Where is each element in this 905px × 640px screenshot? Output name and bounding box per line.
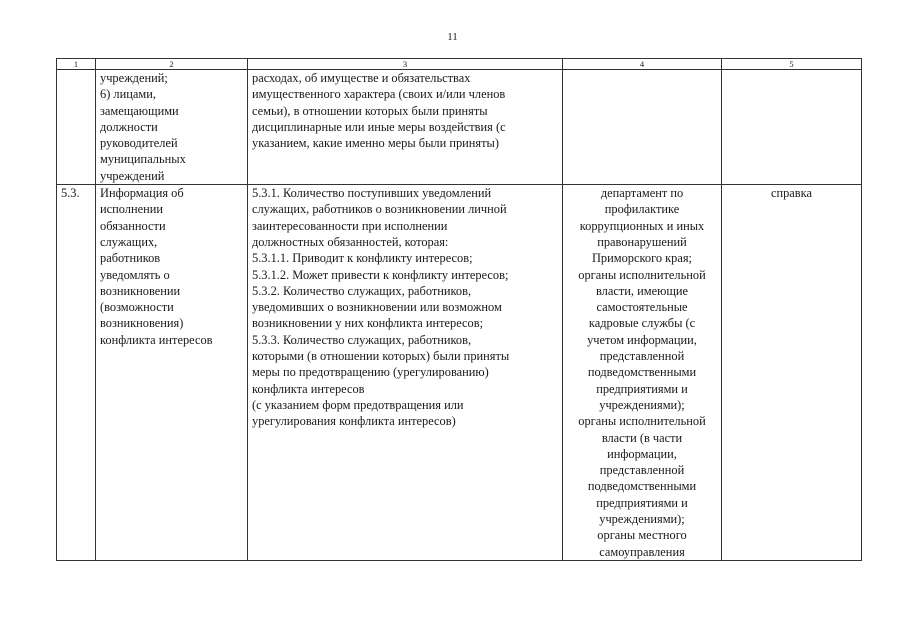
cell-line: учреждениями); xyxy=(599,397,685,412)
table-row-5-3 xyxy=(57,185,862,561)
cell-line: самостоятельные xyxy=(596,300,688,315)
cell-line: расходах, об имуществе и обязательствах xyxy=(252,71,471,85)
cell-line: профилактике xyxy=(604,202,680,217)
cell-line: (с указанием форм предотвращения или xyxy=(252,397,464,412)
cell-line: должностных обязанностей, которая: xyxy=(252,234,449,249)
cell-line: конфликта интересов xyxy=(252,381,365,396)
cell-line: 5.3.2. Количество служащих, работников, xyxy=(252,283,472,298)
cell-line: (возможности xyxy=(100,300,174,315)
cell-line: предприятиями и xyxy=(596,381,688,396)
cell-line: Приморского края; xyxy=(591,251,692,266)
cell-line: справка xyxy=(770,186,812,201)
cell-line: органы местного xyxy=(597,528,687,543)
subject-cell xyxy=(96,70,248,185)
cell-line: служащих, работников о возникновении личной xyxy=(252,202,507,217)
responsible-cell xyxy=(563,70,722,185)
cell-line: 5.3.3. Количество служащих, работников, xyxy=(252,332,472,347)
subject-cell xyxy=(96,185,248,561)
cell-line: замещающими xyxy=(100,103,179,118)
cell-line: учреждений; xyxy=(100,71,168,85)
cell-line: конфликта интересов xyxy=(100,332,213,347)
cell-line: имущественного характера (своих и/или членов xyxy=(252,87,506,102)
cell-line: заинтересованности при исполнении xyxy=(252,218,448,233)
cell-line: власти, имеющие xyxy=(595,283,688,298)
cell-line: руководителей xyxy=(100,136,178,151)
column-number-3: 3 xyxy=(248,59,563,70)
cell-line: обязанности xyxy=(100,218,166,233)
cell-line: департамент по xyxy=(600,186,684,201)
cell-line: органы исполнительной xyxy=(578,414,706,429)
cell-line: работников xyxy=(100,251,161,266)
column-number-5: 5 xyxy=(722,59,862,70)
cell-line: предприятиями и xyxy=(596,495,688,510)
page-number: 11 xyxy=(447,31,458,43)
column-number-2: 2 xyxy=(96,59,248,70)
row-number-cell: 5.3. xyxy=(57,185,96,561)
cell-line: 5.3.1.1. Приводит к конфликту интересов; xyxy=(252,251,473,266)
column-number-row xyxy=(57,59,862,70)
cell-line: служащих, xyxy=(100,234,158,249)
indicators-cell xyxy=(248,185,563,561)
cell-line: представленной xyxy=(599,463,685,478)
cell-line: должности xyxy=(100,119,158,134)
cell-line: исполнении xyxy=(100,202,163,217)
cell-line: 5.3.1.2. Может привести к конфликту интересов; xyxy=(252,267,509,282)
cell-line: самоуправления xyxy=(599,544,685,559)
table-row-continued xyxy=(57,70,862,185)
cell-line: правонарушений xyxy=(597,234,687,249)
cell-line: власти (в части xyxy=(601,430,683,445)
indicators-cell xyxy=(248,70,563,185)
cell-line: муниципальных xyxy=(100,152,186,167)
responsible-cell xyxy=(563,185,722,561)
cell-line: подведомственными xyxy=(587,365,697,380)
cell-line: информации, xyxy=(607,446,677,461)
cell-line: меры по предотвращению (урегулированию) xyxy=(252,365,489,380)
cell-line: учетом информации, xyxy=(587,332,697,347)
cell-line: уведомлять о xyxy=(100,267,170,282)
cell-line: возникновения) xyxy=(100,316,184,331)
cell-line: 5.3.1. Количество поступивших уведомлений xyxy=(252,186,492,201)
column-number-4: 4 xyxy=(563,59,722,70)
cell-line: представленной xyxy=(599,349,685,364)
cell-line: урегулирования конфликта интересов) xyxy=(252,414,456,429)
cell-line: органы исполнительной xyxy=(578,267,706,282)
document-type-cell xyxy=(722,70,862,185)
cell-line: которыми (в отношении которых) были приняты xyxy=(252,349,510,364)
cell-line: учреждений xyxy=(100,168,165,183)
report-table xyxy=(56,58,862,561)
cell-line: 6) лицами, xyxy=(100,87,156,102)
document-type-cell xyxy=(722,185,862,561)
cell-line: Информация об xyxy=(100,186,184,201)
cell-line: кадровые службы (с xyxy=(588,316,696,331)
cell-line: учреждениями); xyxy=(599,512,685,527)
row-number-cell xyxy=(57,70,96,185)
cell-line: возникновении у них конфликта интересов; xyxy=(252,316,484,331)
cell-line: указанием, какие именно меры были приняты) xyxy=(252,136,499,151)
cell-line: возникновении xyxy=(100,283,181,298)
column-number-1: 1 xyxy=(57,59,96,70)
cell-line: коррупционных и иных xyxy=(579,218,705,233)
cell-line: уведомивших о возникновении или возможном xyxy=(252,300,502,315)
cell-line: подведомственными xyxy=(587,479,697,494)
cell-line: семьи), в отношении которых были приняты xyxy=(252,103,488,118)
cell-line: дисциплинарные или иные меры воздействия (с xyxy=(252,119,506,134)
